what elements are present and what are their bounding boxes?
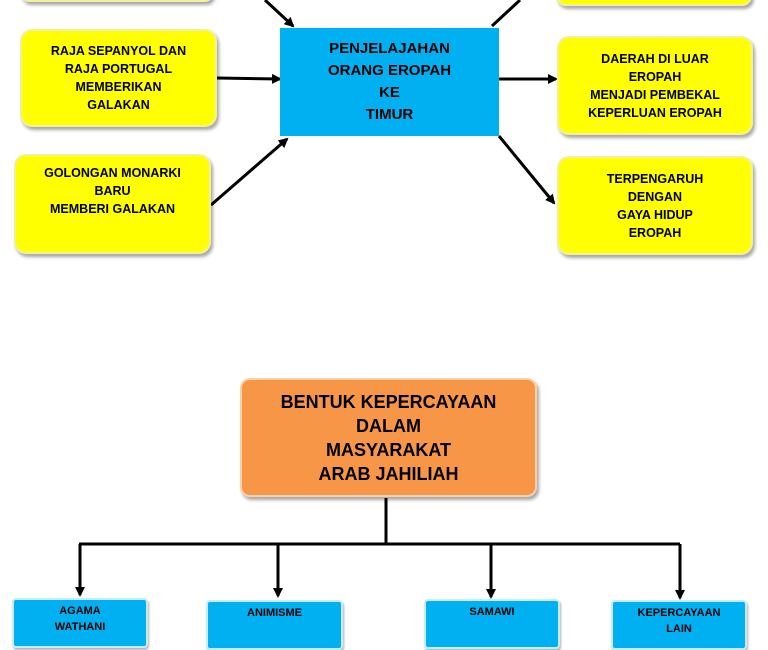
box-samawi: SAMAWI xyxy=(424,599,560,649)
box-top-left-partial xyxy=(21,0,213,2)
box-animisme: ANIMISME xyxy=(206,600,343,650)
box-penjelajahan: PENJELAJAHAN ORANG EROPAH KE TIMUR xyxy=(280,28,499,136)
box-agama-wathani: AGAMA WATHANI xyxy=(12,598,148,648)
arrow-left-bottom xyxy=(211,139,287,205)
arrow-right-bottom xyxy=(499,136,554,203)
arrow-top-left xyxy=(265,0,293,26)
box-top-right-partial xyxy=(556,0,752,6)
box-daerah-luar-eropah: DAERAH DI LUAR EROPAH MENJADI PEMBEKAL KEPERLUAN EROPAH xyxy=(557,36,753,135)
arrow-top-right xyxy=(492,0,520,26)
box-raja-sepanyol: RAJA SEPANYOL DAN RAJA PORTUGAL MEMBERIKAN GALAKAN xyxy=(20,29,217,127)
box-bentuk-kepercayaan: BENTUK KEPERCAYAAN DALAM MASYARAKAT ARAB JAHILIAH xyxy=(240,378,537,497)
box-terpengaruh: TERPENGARUH DENGAN GAYA HIDUP EROPAH xyxy=(557,156,753,255)
arrow-left-mid xyxy=(217,78,280,79)
box-golongan-monarki: GOLONGAN MONARKI BARU MEMBERI GALAKAN xyxy=(14,154,211,254)
box-kepercayaan-lain: KEPERCAYAAN LAIN xyxy=(611,600,747,650)
